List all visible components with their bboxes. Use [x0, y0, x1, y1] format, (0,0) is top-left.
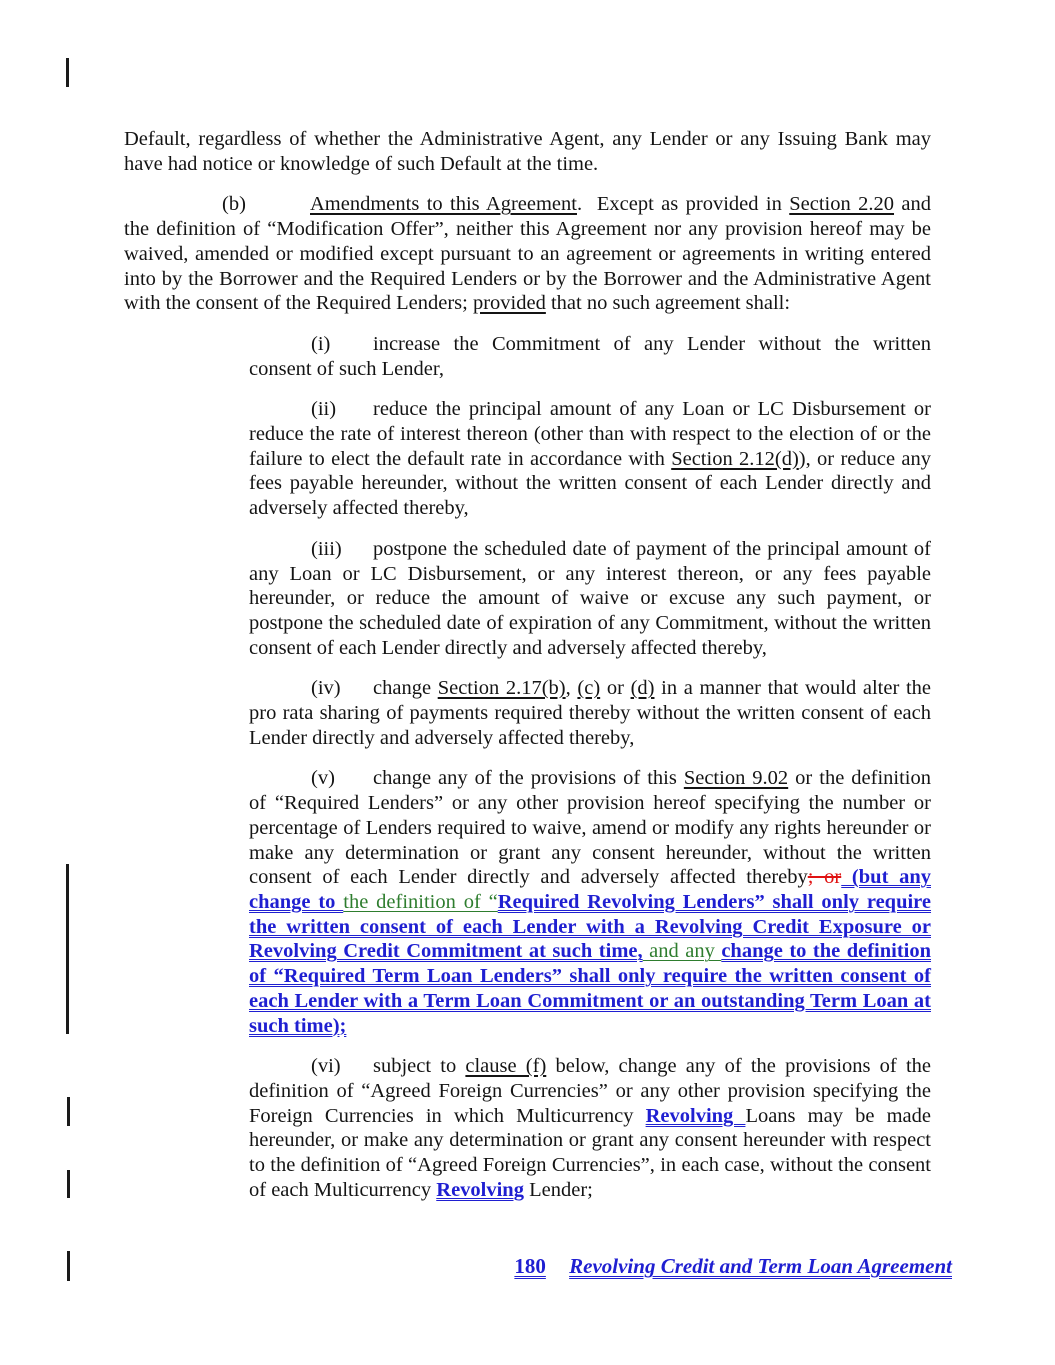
deleted-text: ; or — [807, 866, 842, 889]
inserted-text: (but any change to — [249, 866, 931, 913]
clause-ii — [249, 397, 931, 521]
text-run: reduce the principal amount of any Loan or LC Disbursement or reduce the rate of interest thereon (other than with respect to the election of or the failure to elect the default rate in accordance with — [249, 398, 931, 470]
revision-change-bar — [66, 864, 69, 1034]
inserted-text: Required Revolving Lenders” shall only require the written consent of each Lender with a Revolving Credit Exposure or Revolving Credit Commitment at such time, — [249, 890, 932, 963]
revision-change-bar — [66, 58, 69, 87]
clause-label: (ii) — [311, 398, 337, 421]
underlined-text: Section 2.12(d) — [671, 447, 799, 470]
text-run: increase the Commitment of any Lender without the written consent of such Lender, — [249, 332, 931, 380]
text-run: ), or reduce any fees payable hereunder, without the written consent of each Lender directly and adversely affected thereby, — [249, 447, 931, 520]
text-run: Lender; — [523, 1178, 593, 1201]
document-content — [124, 127, 931, 1218]
clause-label: (vi) — [311, 1055, 341, 1078]
text-run: change — [373, 677, 438, 700]
text-run: . Except as provided in — [576, 193, 790, 216]
clause-iv — [249, 676, 931, 750]
text-run: Loans may be made hereunder, or make any determination or grant any consent hereunder with respect to the definition of “Agreed Foreign Currencies”, in each case, without the consent of each Multicurrency — [249, 1104, 931, 1201]
text-run: in a manner that would alter the pro rata sharing of payments required thereby without the written consent of each Lender directly and adversely affected thereby, — [249, 677, 931, 749]
page-footer — [514, 1254, 952, 1279]
clause-label: (b) — [222, 193, 246, 216]
text-run: change any of the provisions of this — [373, 767, 684, 790]
clause-label: (i) — [311, 332, 331, 355]
inserted-text: Revolving — [436, 1178, 524, 1201]
underlined-text: Amendments to this Agreement — [310, 193, 577, 216]
underlined-text: clause (f) — [465, 1055, 547, 1078]
clause-label: (iii) — [311, 537, 342, 560]
page-number: 180 — [514, 1254, 546, 1278]
clause-i — [249, 332, 931, 381]
clause-label: (iv) — [311, 677, 341, 700]
footer-doc-title: Revolving Credit and Term Loan Agreement — [569, 1254, 952, 1278]
underlined-text: Section 9.02 — [683, 767, 789, 790]
text-run: , — [565, 677, 578, 700]
text-run: or the definition of “Required Lenders” or any other provision hereof specifying the number or percentage of Lenders required to waive, amend or modify any rights hereunder or make any determination or grant any consent hereunder, without the written consent of each Lender directly and adversely affected thereby — [249, 767, 931, 889]
underlined-text: (c) — [577, 677, 601, 700]
clause-iii — [249, 537, 931, 661]
underlined-text: Section 2.20 — [789, 193, 895, 216]
text-run: or — [600, 677, 631, 700]
underlined-text: Section 2.17(b) — [437, 677, 566, 700]
text-run: that no such agreement shall: — [545, 292, 791, 315]
text-run: postpone the scheduled date of payment of the principal amount of any Loan or LC Disbursement, or any interest thereon, or any fees payable hereunder, or reduce the amount of waive or excuse any such payment, or postpone the scheduled date of expiration of any Commitment, without the written consent of each Lender directly and adversely affected thereby, — [249, 537, 931, 659]
clause-b-amendments — [124, 192, 931, 316]
clause-vi — [249, 1054, 931, 1202]
text-run: Default, regardless of whether the Administrative Agent, any Lender or any Issuing Bank may have had notice or knowledge of such Default at the time. — [124, 128, 931, 175]
inserted-text-secondary: the definition of “ — [343, 890, 498, 913]
revision-change-bar — [67, 1097, 70, 1126]
inserted-text-secondary: and any — [642, 940, 722, 963]
inserted-text: change to the definition of “Required Term Loan Lenders” shall only require the written consent of each Lender with a Term Loan Commitment or an outstanding Term Loan at such time); — [249, 940, 932, 1037]
text-run: below, change any of the provisions of the definition of “Agreed Foreign Currencies” or any other provision specifying the Foreign Currencies in which Multicurrency — [249, 1055, 931, 1127]
clause-v — [249, 766, 931, 1038]
text-run: and the definition of “Modification Offer”, neither this Agreement nor any provision hereof may be waived, amended or modified except pursuant to an agreement or agreements in writing entered into by the Borrower and the Required Lenders or by the Borrower and the Administrative Agent with the consent of the Required Lenders; — [124, 193, 932, 315]
paragraph-default-carryover — [124, 127, 931, 176]
inserted-text: Revolving — [645, 1104, 746, 1127]
underlined-text: provided — [472, 292, 546, 315]
revision-change-bar — [67, 1251, 70, 1281]
underlined-text: (d) — [630, 677, 655, 700]
clause-label: (v) — [311, 767, 335, 790]
revision-change-bar — [67, 1170, 70, 1198]
text-run: subject to — [373, 1055, 466, 1078]
